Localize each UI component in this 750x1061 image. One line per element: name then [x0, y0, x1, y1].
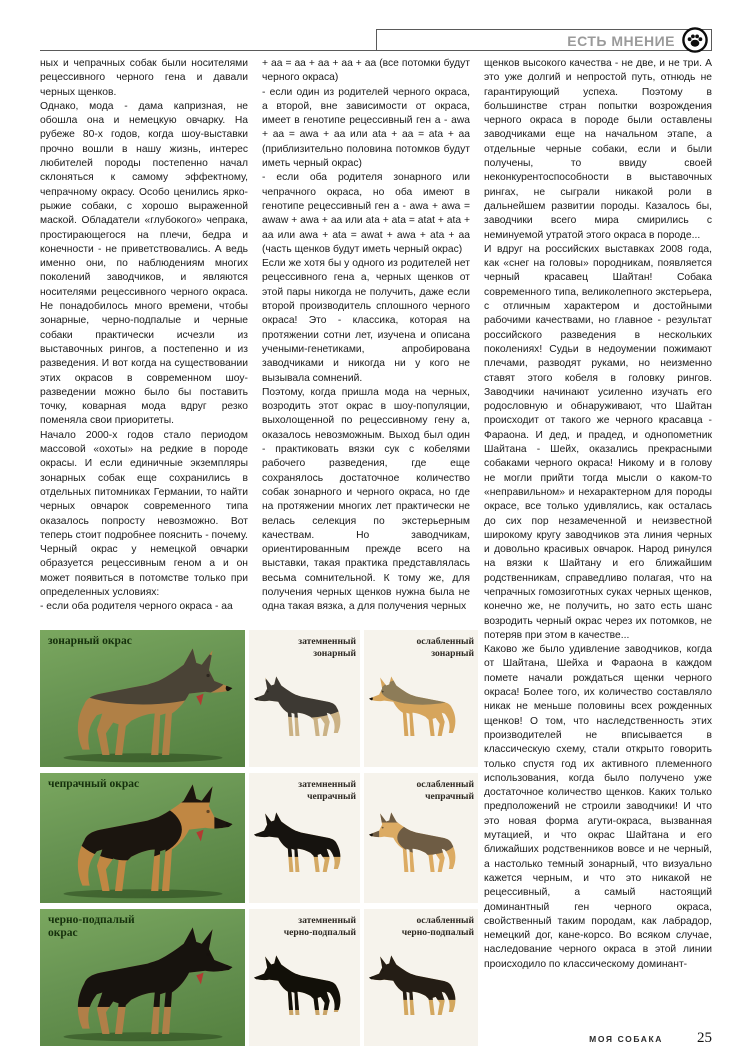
- page-number: 25: [697, 1030, 712, 1046]
- paragraph: Каково же было удивление заводчиков, когда от Шайтана, Шейха и Фараона в каждом помете начали рождаться щенки черного окраса! Более того, их количество составляло никак не меньше половины всех рожденных щенков! О том, что наследственность этих производителей не вписывается в классическую схему, стали открыто говорить только спустя год их активного племенного использования, когда было получено уже достаточное количество щенков. Каких только предположений не строили заводчики! И что это новая форма агути-окраса, вызванная мутацией, и что окрас Шайтана и его ближайших родственников вовсе и не черный, а настолько темный зонарный, что визуально кажется черным, и что это никакой не рецессивный, а самый настоящий доминантный ген черного окраса, свойственный таким породам, как лабрадор, немецкий дог, кане-корсо. Во всяком случае, наследование черного окраса в этой линии происходило по классическому доминант-: [484, 644, 712, 970]
- paw-icon: [682, 27, 708, 53]
- text-column-1: [40, 57, 248, 628]
- section-title: ЕСТЬ МНЕНИЕ: [567, 33, 675, 49]
- paragraph: Начало 2000-х годов стало периодом массовой «охоты» на редкие в породе окрасы. И если единичные экземпляры зонарных собак еще сохранились в отдельных питомниках Германии, то найти черных овчарок современного типа оказалось попросту невозможно. Вот теперь стоит подробнее пояснить - почему.: [40, 429, 248, 541]
- darkened-black-and-tan-illustration: [249, 909, 360, 1046]
- paragraph: щенков высокого качества - не две, и не три. А это уже долгий и непростой путь, отнюдь не гарантирующий успеха. Поэтому в большинстве стран попытки возрождения черного окраса в породе были оставлены заводчиками еще на начальном этапе, а отдельные черные собаки, если и были получены, то ввиду своей неконкурентоспособности в выставочных рингах, не сыграли никакой роли в дальнейшем развитии породы. Казалось бы, заводчики всего мира смирились с неминуемой утратой этого окраса в породе...: [484, 58, 712, 241]
- page-footer: [0, 1030, 712, 1047]
- coat-variant-label: ослабленный чепрачный: [416, 779, 474, 802]
- coat-variant-label: чепрачный окрас: [48, 778, 140, 790]
- coat-variant-label: ослабленный черно-подпалый: [401, 915, 474, 938]
- paragraph: - если оба родителя зонарного или чепрачного окраса, но оба имеют в генотипе рецессивный ген а - awa + awa = awaw + awa + aa или ata + ata = atat + ata + aa или awa + ata = awat + awa + ata + aa (часть щенков будут иметь черный окрас): [262, 172, 470, 255]
- darkened-saddle-illustration: [249, 773, 360, 903]
- coat-variant-label: ослабленный зонарный: [416, 636, 474, 659]
- paragraph: Поэтому, когда пришла мода на черных, возродить этот окрас в шоу-популяции, выхолощенной по рецессивному гену а, оказалось невозможным. Выход был один - практиковать вязки сук с кобелями рабочего разведения, где еще сохранялось достаточное количество собак зонарного и черного окраса, но где на протяжении многих лет практически не велась селекция по экстерьерным качествам. Но заводчикам, ориентированным прежде всего на выставки, такая практика представлялась весьма сомнительной. К тому же, для получения черных щенков нужна была не одна такая вязка, а для получения черных: [262, 386, 470, 613]
- german-shepherd-blanket-figure: [251, 796, 357, 891]
- coat-variant-label: затемненный чепрачный: [298, 779, 356, 802]
- paragraph: ных и чепрачных собак были носителями рецессивного черного гена и давали черных щенков.: [40, 58, 248, 98]
- paragraph: Если же хотя бы у одного из родителей нет рецессивного гена а, черных щенков от этой пары никогда не получить, даже если второй производитель сплошного черного окраса! Это - классика, которая на протяжении сотни лет, изучена и описана учеными-генетиками, апробирована заводчиками и никогда ни у кого не вызывала сомнений.: [262, 258, 470, 384]
- german-shepherd-sable-figure: [45, 643, 241, 765]
- header-rule: [40, 50, 712, 51]
- paragraph: Однако, мода - дама капризная, не обошла она и немецкую овчарку. На рубеже 80-х годов, когда шоу-выставки прочно вошли в нашу жизнь, интерес любителей породы постепенно начал склоняться к самому эффектному, чепрачному окрасу. Особо ценились ярко-рыжие собаки, с хорошо выраженной маской. Обладатели «глубокого» чепрака, простирающегося на плечи, бедра и конечности - не приветствовались. А ведь именно они, по наблюдениям многих поколений заводчиков, и являются носителями рецессивного черного окраса. Не понадобилось много времени, чтобы зонарные, черно-подпалые и черные собаки практически исчезли из выставочных рингов, а постепенно и из разведения. И вот когда на существовании этих окрасов в современном шоу-разведении можно было бы поставить точку, коварная мода вдруг резко поменяла свои приоритеты.: [40, 100, 248, 427]
- german-shepherd-sable-light-figure: [366, 660, 472, 755]
- paragraph: - если один из родителей черного окраса, а второй, вне зависимости от окраса, имеет в генотипе рецессивный ген а - awa + aa = awa + aa или ata + aa = ata + aa (приблизительно половина потомков будут иметь черный окрас): [262, 86, 470, 170]
- german-shepherd-blanket-figure: [366, 939, 472, 1034]
- paragraph: Черный окрас у немецкой овчарки образуется рецессивным геном а и он может появиться в потомстве только при определенных условиях:: [40, 544, 248, 598]
- german-shepherd-solid-figure: [251, 939, 357, 1034]
- german-shepherd-sable-dark-figure: [251, 660, 357, 755]
- coat-variant-label: затемненный зонарный: [298, 636, 356, 659]
- paragraph: И вдруг на российских выставках 2008 года, как «снег на головы» породникам, появляется черный красавец Шайтан! Собака современного типа, великолепного экстерьера, с отличным характером и достойными рабочими качествами, но главное - результат российского разведения в нескольких поколениях! Судьи в недоумении пожимают плечами, разводят руками, но неизменно ставят этого кобеля в головку рингов. Заводчики начинают усиленно изучать его родословную и обнаруживают, что Шайтан происходит от такого же черного красавца - Фараона. И дед, и прадед, и однопометник Шайтана - Шейх, оказались прекрасными собаками черного окраса! Никому и в голову не могли прийти тогда мысли о каком-то «неправильном» и нехарактерном для породы окрасе, все только удивлялись, как осталась до сих пор незамеченной и неизвестной широкому кругу заводчиков эта линия черных и довольно красивых овчарок. Народ ринулся на вязки к Шайтану и его ближайшим родственникам, справедливо полагая, что на чепрачных гомозиготных суках черных щенков, конечно же, не получить, но зато есть шанс возродить черный окрас через их потомков, не потеряв при этом в качестве...: [484, 243, 712, 641]
- figure-row: [40, 773, 478, 903]
- weakened-sable-illustration: [364, 630, 478, 767]
- german-shepherd-blanket-figure: [45, 922, 241, 1044]
- text-column-3: [484, 57, 712, 1031]
- german-shepherd-saddle-figure: [45, 779, 241, 901]
- section-header: [376, 29, 712, 50]
- figure-row: [40, 630, 478, 767]
- figure-row: [40, 909, 478, 1046]
- text-column-2: [262, 57, 470, 628]
- coat-variant-label: черно-подпалый окрас: [48, 914, 135, 939]
- coat-color-figure: [40, 630, 478, 1052]
- coat-variant-label: затемненный черно-подпалый: [283, 915, 356, 938]
- weakened-black-and-tan-illustration: [364, 909, 478, 1046]
- saddle-color-photo: [40, 773, 245, 903]
- weakened-saddle-illustration: [364, 773, 478, 903]
- paragraph: - если оба родителя черного окраса - аа: [40, 601, 233, 613]
- paragraph: + аа = аа + аа + аа + аа (все потомки будут черного окраса): [262, 58, 470, 84]
- black-and-tan-photo: [40, 909, 245, 1046]
- darkened-sable-illustration: [249, 630, 360, 767]
- german-shepherd-saddle-figure: [366, 796, 472, 891]
- magazine-name: МОЯ СОБАКА: [589, 1034, 663, 1044]
- sable-color-photo: [40, 630, 245, 767]
- coat-variant-label: зонарный окрас: [48, 635, 132, 647]
